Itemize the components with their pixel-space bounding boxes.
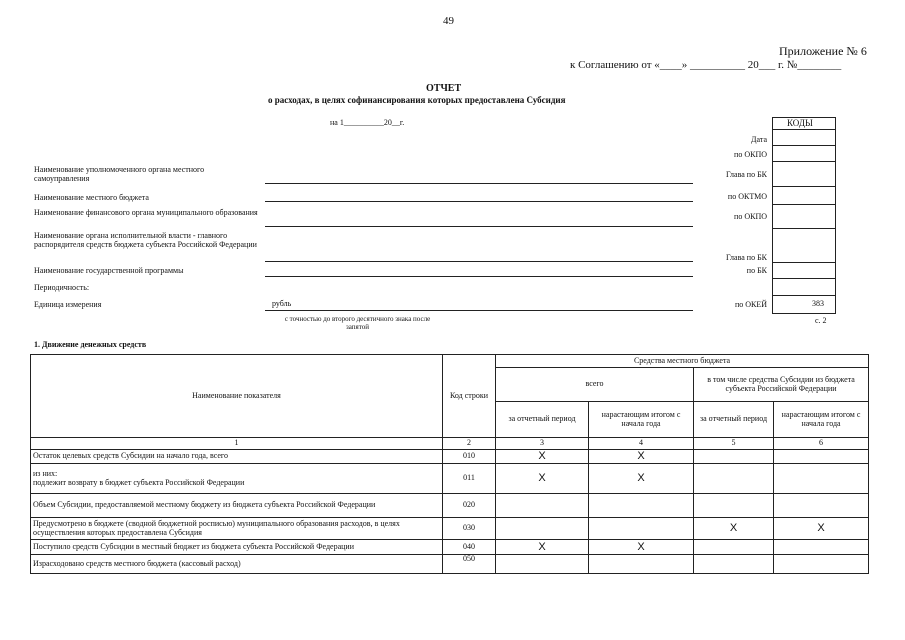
field-line (265, 276, 693, 277)
code-label-okei: по ОКЕЙ (734, 300, 767, 309)
field-line (265, 226, 693, 227)
codes-header: КОДЫ (787, 118, 813, 128)
row-name: Остаток целевых средств Субсидии на начало года, всего (31, 450, 443, 464)
col-num: 6 (774, 438, 869, 450)
code-label-bk: по БК (746, 266, 767, 275)
table-row (31, 555, 869, 574)
row-code: 010 (443, 450, 496, 464)
field-state-program: Наименование государственной программы (34, 266, 184, 275)
code-label-date: Дата (751, 135, 767, 144)
row-name: Поступило средств Субсидии в местный бюджет из бюджета субъекта Российской Федерации (31, 540, 443, 555)
report-title: ОТЧЕТ (426, 83, 462, 94)
cell: X (589, 464, 694, 494)
cell: X (496, 540, 589, 555)
page-number: 49 (443, 15, 454, 27)
field-line (265, 261, 693, 262)
codes-divider (772, 186, 836, 187)
code-label-okpo-2: по ОКПО (734, 212, 767, 221)
report-date: на 1__________20__г. (330, 118, 405, 127)
cell (589, 494, 694, 518)
row-code: 040 (443, 540, 496, 555)
cell: X (589, 540, 694, 555)
field-line (265, 310, 693, 311)
cell (694, 464, 774, 494)
row-name: из них: подлежит возврату в бюджет субъекта Российской Федерации (31, 464, 443, 494)
cell (589, 555, 694, 574)
section-title: 1. Движение денежных средств (34, 340, 147, 349)
col-num: 5 (694, 438, 774, 450)
field-executive-body: Наименование органа исполнительной власти - главного распорядителя средств бюджета субъекта Российской Федерации (34, 231, 257, 249)
row-name: Предусмотрено в бюджете (сводной бюджетной росписью) муниципального образования расходов, в целях осуществления которых предоставлена Субсидия (31, 518, 443, 540)
field-line (265, 201, 693, 202)
field-unit: Единица измерения (34, 300, 102, 309)
table-row (31, 494, 869, 518)
header-name: Наименование показателя (31, 355, 443, 438)
cell (496, 518, 589, 540)
col-num: 2 (443, 438, 496, 450)
code-label-glava-bk: Глава по БК (726, 170, 767, 179)
codes-divider (772, 161, 836, 162)
code-label-glava-bk-2: Глава по БК (726, 253, 767, 262)
cell (774, 464, 869, 494)
unit-value: рубль (272, 299, 292, 308)
okei-value: 383 (812, 299, 824, 308)
col-num: 3 (496, 438, 589, 450)
field-authorized-body: Наименование уполномоченного органа местного самоуправления (34, 165, 205, 183)
appendix-title: Приложение № 6 (779, 44, 867, 58)
codes-box (772, 117, 836, 314)
row-name: Израсходовано средств местного бюджета (кассовый расход) (31, 555, 443, 574)
cell (496, 555, 589, 574)
cell (774, 450, 869, 464)
table-row (31, 540, 869, 555)
cell (774, 494, 869, 518)
codes-divider (772, 295, 836, 296)
codes-divider (772, 204, 836, 205)
agreement-line: к Соглашению от «____» __________ 20___ г. №________ (570, 59, 842, 71)
cell: X (496, 464, 589, 494)
cell: X (589, 450, 694, 464)
cell: X (496, 450, 589, 464)
page-marker: с. 2 (815, 316, 827, 325)
codes-divider (772, 228, 836, 229)
header-period: за отчетный период (496, 402, 589, 438)
row-code: 050 (443, 555, 496, 574)
codes-divider (772, 262, 836, 263)
row-code: 030 (443, 518, 496, 540)
header-code: Код строки (443, 355, 496, 438)
header-period-2: за отчетный период (694, 402, 774, 438)
header-cumulative: нарастающим итогом с начала года (589, 402, 694, 438)
cash-flow-table (30, 354, 869, 574)
field-line (265, 183, 693, 184)
header-total: всего (496, 368, 694, 402)
code-label-okpo: по ОКПО (734, 150, 767, 159)
cell (694, 450, 774, 464)
table-row (31, 464, 869, 494)
unit-note: с точностью до второго десятичного знака после запятой (284, 315, 431, 331)
col-num: 4 (589, 438, 694, 450)
cell: X (774, 518, 869, 540)
cell (694, 555, 774, 574)
codes-divider (772, 278, 836, 279)
report-subtitle: о расходах, в целях софинансирования которых предоставлена Субсидия (268, 95, 566, 105)
field-local-budget: Наименование местного бюджета (34, 193, 149, 202)
cell: X (694, 518, 774, 540)
row-name: Объем Субсидии, предоставляемой местному бюджету из бюджета субъекта Российской Федерации (31, 494, 443, 518)
codes-divider (772, 129, 836, 130)
row-code: 011 (443, 464, 496, 494)
col-num: 1 (31, 438, 443, 450)
cell (589, 518, 694, 540)
field-financial-body: Наименование финансового органа муниципального образования (34, 208, 258, 217)
cell (496, 494, 589, 518)
code-label-oktmo: по ОКТМО (727, 192, 767, 201)
codes-divider (772, 145, 836, 146)
table-row (31, 450, 869, 464)
header-incl-subsidy: в том числе средства Субсидии из бюджета субъекта Российской Федерации (694, 368, 869, 402)
table-row (31, 518, 869, 540)
row-code: 020 (443, 494, 496, 518)
cell (774, 540, 869, 555)
header-local-funds: Средства местного бюджета (496, 355, 869, 368)
header-cumulative-2: нарастающим итогом с начала года (774, 402, 869, 438)
field-periodicity: Периодичность: (34, 283, 90, 292)
cell (694, 540, 774, 555)
cell (694, 494, 774, 518)
cell (774, 555, 869, 574)
